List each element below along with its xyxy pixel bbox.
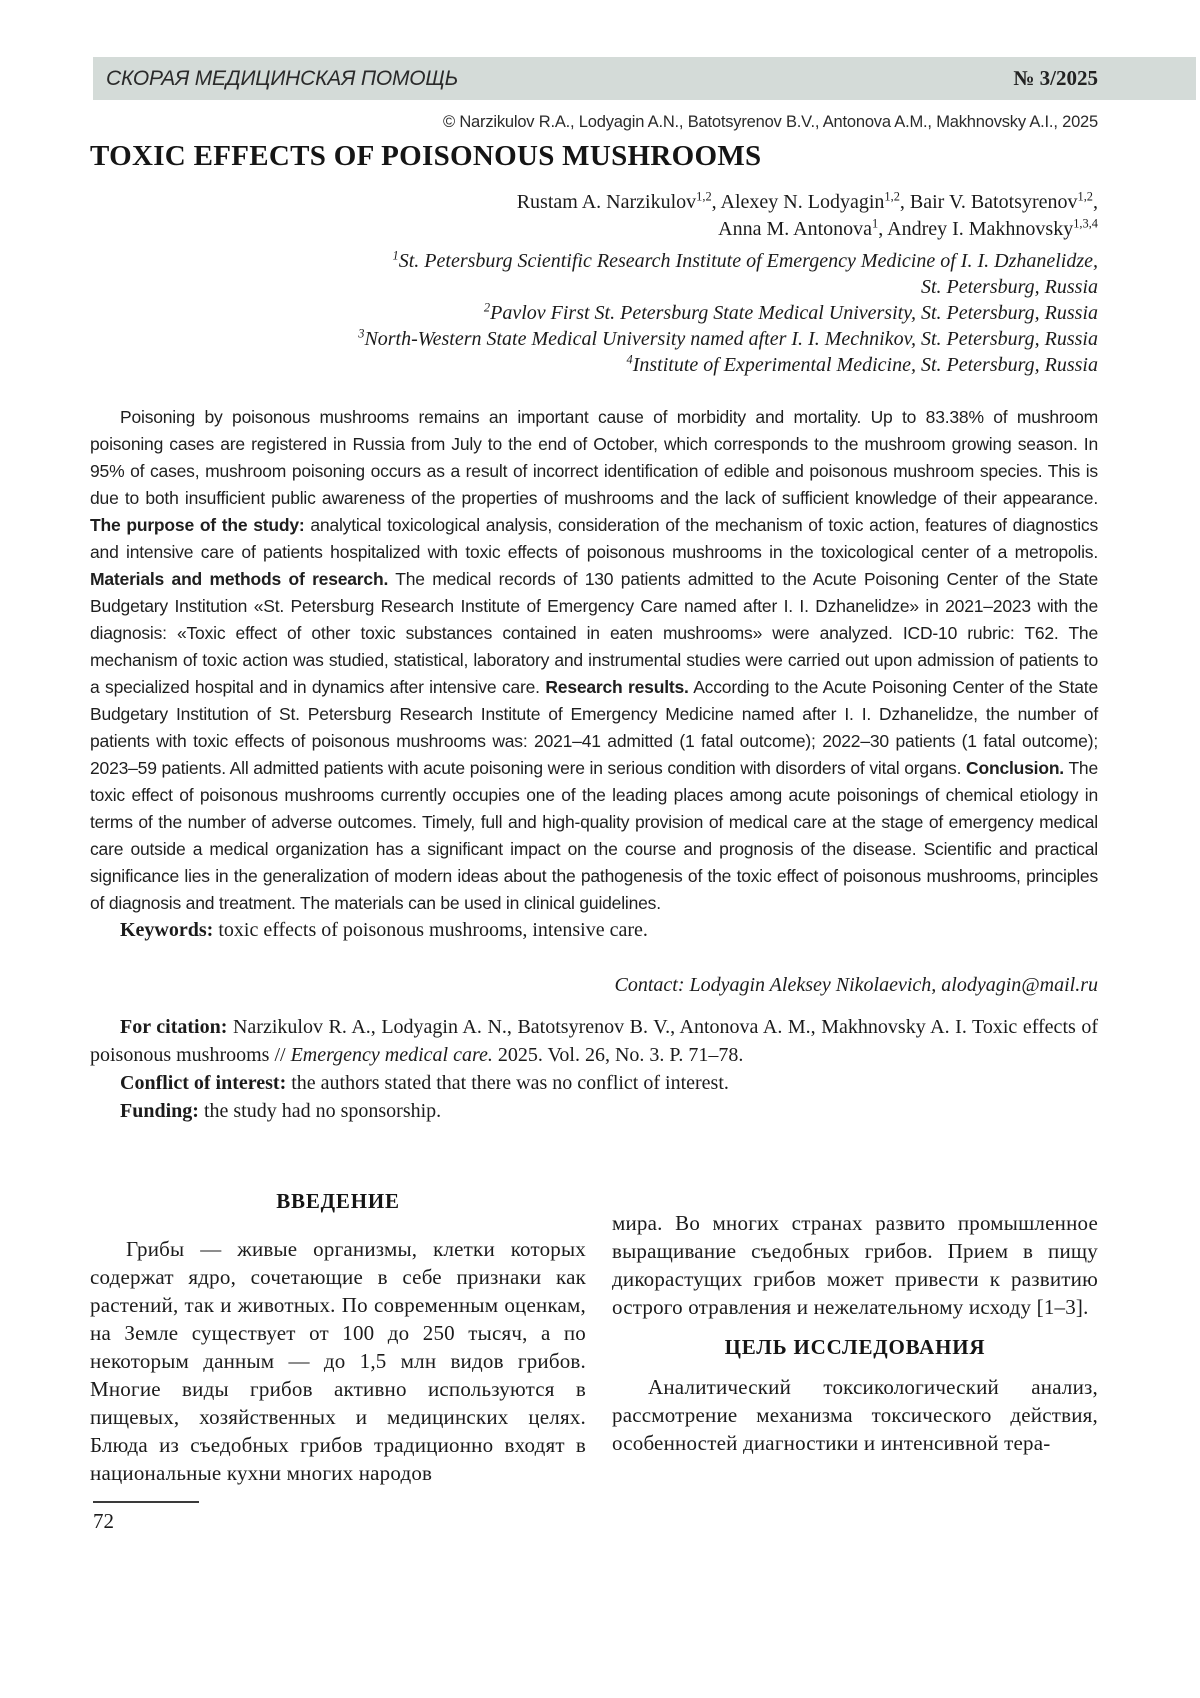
two-column-section [90,1187,1098,1487]
affiliation-line-4: $^4$Institute of Experimental Medicine, St. Petersburg, Russia [626,352,1098,376]
affiliation-line-3: $^3$North-Western State Medical University named after I. I. Mechnikov, St. Petersburg, Russia [358,326,1098,350]
footer-rule [93,1501,199,1503]
journal-name: СКОРАЯ МЕДИЦИНСКАЯ ПОМОЩЬ [106,66,459,90]
funding-line: Funding: the study had no sponsorship. [120,1100,442,1122]
copyright-line: © Narzikulov R.A., Lodyagin A.N., Batotsyrenov B.V., Antonova A.M., Makhnovsky A.I., 2025 [442,113,1098,131]
article-title: TOXIC EFFECTS OF POISONOUS MUSHROOMS [90,140,762,172]
authors-line-1: Rustam A. Narzikulov$^{1,2}$, Alexey N. Lodyagin$^{1,2}$, Bair V. Batotsyrenov$^{1,2}$, [516,189,1098,213]
page-number: 72 [93,1509,114,1533]
citation-paragraph: For citation: Narzikulov R. A., Lodyagin A. N., Batotsyrenov B. V., Antonova A. M., Makhnovsky A. I. Toxic effects of poisonous mushrooms // Emergency medical care. 2025. Vol. 26, No. 3. P. 71–78. [90,1016,1099,1066]
right-column-continuation-paragraph: мира. Во многих странах развито промышленное выращивание съедобных грибов. Прием в пищу дикорастущих грибов может привести к развитию острого отравления и нежелательному исходу [1–3]. [612,1211,1098,1319]
authors-line-2: Anna M. Antonova$^1$, Andrey I. Makhnovsky$^{1,3,4}$ [718,216,1098,240]
introduction-paragraph: Грибы — живые организмы, клетки которых содержат ядро, сочетающие в себе признаки как растений, так и животных. По современным оценкам, на Земле существует от 100 до 250 тысяч, а по некоторым данным — до 1,5 млн видов грибов. Многие виды грибов активно используются в пищевых, хозяйственных и медицинских целях. Блюда из съедобных грибов традиционно входят в национальные кухни многих народов [90,1237,586,1485]
affiliations-block [90,248,1098,378]
page-footer [90,1501,1098,1534]
authors-block [90,189,1098,243]
affiliation-line-1: $^1$St. Petersburg Scientific Research Institute of Emergency Medicine of I. I. Dzhanelidze, [392,248,1098,272]
page-content [0,113,1200,1534]
issue-number: № 3/2025 [1013,66,1098,90]
journal-header-bar [93,57,1196,100]
affiliation-line-2: $^2$Pavlov First St. Petersburg State Medical University, St. Petersburg, Russia [483,300,1098,324]
affiliation-line-1b: St. Petersburg, Russia [920,276,1098,298]
right-column [612,1187,1098,1487]
conflict-of-interest-line: Conflict of interest: the authors stated that there was no conflict of interest. [120,1072,729,1094]
keywords-line: Keywords: toxic effects of poisonous mushrooms, intensive care. [120,919,648,941]
study-goal-heading: ЦЕЛЬ ИССЛЕДОВАНИЯ [724,1335,986,1359]
contact-line: Contact: Lodyagin Aleksey Nikolaevich, alodyagin@mail.ru [614,974,1098,996]
introduction-heading: ВВЕДЕНИЕ [276,1189,400,1213]
left-column [90,1187,586,1487]
study-goal-paragraph: Аналитический токсикологический анализ, рассмотрение механизма токсического действия, особенностей диагностики и интенсивной тера- [612,1375,1098,1455]
abstract-paragraph: Poisoning by poisonous mushrooms remains an important cause of morbidity and mortality. Up to 83.38% of mushroom poisoning cases are registered in Russia from July to the end of October, which corresponds to the mushroom growing season. In 95% of cases, mushroom poisoning occurs as a result of incorrect identification of edible and poisonous mushroom species. This is due to both insufficient public awareness of the properties of mushrooms and the lack of sufficient knowledge of their appearance. The purpose of the study: analytical toxicological analysis, consideration of the mechanism of toxic action, features of diagnostics and intensive care of patients hospitalized with toxic effects of poisonous mushrooms in the toxicological center of a metropolis. Materials and methods of research. The medical records of 130 patients admitted to the Acute Poisoning Center of the State Budgetary Institution «St. Petersburg Research Institute of Emergency Care named after I. I. Dzhanelidze» in 2021–2023 with the diagnosis: «Toxic effect of other toxic substances contained in eaten mushrooms» were analyzed. ICD-10 rubric: T62. The mechanism of toxic action was studied, statistical, laboratory and instrumental studies were carried out upon admission of patients to a specialized hospital and in dynamics after intensive care. Research results. According to the Acute Poisoning Center of the State Budgetary Institution of St. Petersburg Research Institute of Emergency Medicine named after I. I. Dzhanelidze, the number of patients with toxic effects of poisonous mushrooms was: 2021–41 admitted (1 fatal outcome); 2022–30 patients (1 fatal outcome); 2023–59 patients. All admitted patients with acute poisoning were in serious condition with disorders of vital organs. Conclusion. The toxic effect of poisonous mushrooms currently occupies one of the leading places among acute poisonings of chemical etiology in terms of the number of adverse outcomes. Timely, full and high-quality provision of medical care at the stage of emergency medical care outside a medical organization has a significant impact on the course and prognosis of the disease. Scientific and practical significance lies in the generalization of modern ideas about the pathogenesis of the toxic effect of poisonous mushrooms, principles of diagnosis and treatment. The materials can be used in clinical guidelines. [90,407,1099,913]
